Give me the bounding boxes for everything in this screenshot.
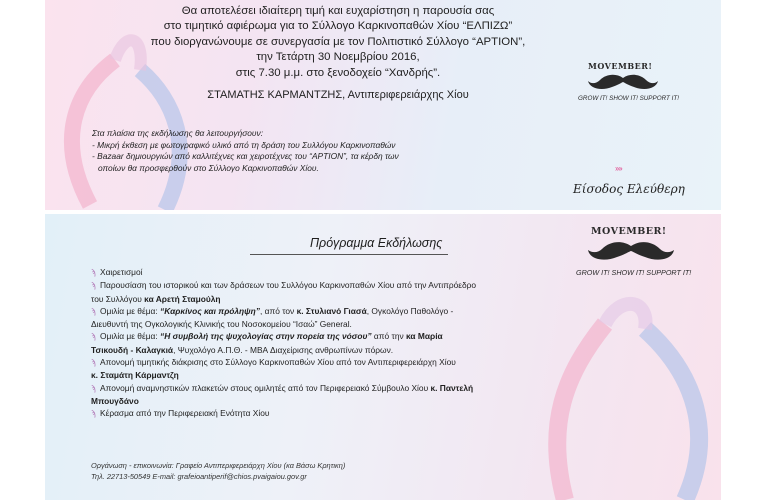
- activity-item: - Μικρή έκθεση με φωτογραφικό υλικό από τη δράση του Συλλόγου Καρκινοπαθών: [92, 139, 396, 150]
- program-item: ϡ Ομιλία με θέμα: “Καρκίνος και πρόληψη”, από τον κ. Στυλιανό Γιασά, Ογκολόγο Παθολόγο -: [91, 305, 476, 318]
- program-item: ϡ Απονομή αναμνηστικών πλακετών στους ομιλητές από τον Περιφερειακό Σύμβουλο Χίου κ. Παντελή: [91, 382, 476, 395]
- movember-badge-bottom: [576, 226, 706, 286]
- ribbon-bullet-icon: ϡ: [91, 383, 96, 393]
- ribbon-bullet-icon: ϡ: [91, 358, 96, 368]
- invite-signature: ΣΤΑΜΑΤΗΣ ΚΑΡΜΑΝΤΖΗΣ, Αντιπεριφερειάρχης Χίου: [207, 89, 469, 102]
- program-title-underline: [250, 254, 448, 255]
- invite-line-1: Θα αποτελέσει ιδιαίτερη τιμή και ευχαρίστηση η παρουσία σας: [181, 5, 495, 17]
- program-item-cont: του Συλλόγου κα Αρετή Σταμούλη: [91, 293, 221, 304]
- invitation-text: [0, 4, 676, 103]
- mustache-icon: [588, 239, 674, 263]
- activity-item: - Bazaar δημιουργιών από καλλιτέχνες και χειροτέχνες του “ΑΡΤΙΟΝ”, τα κέρδη των: [92, 151, 399, 162]
- program-title: Πρόγραμμα Εκδήλωσης: [310, 236, 443, 250]
- invite-line-2: στο τιμητικό αφιέρωμα για το Σύλλογο Καρκινοπαθών Χίου “ΕΛΠΙΖΩ”: [163, 20, 513, 33]
- activities-list: [92, 128, 399, 174]
- ribbon-bullet-icon: ϡ: [91, 332, 96, 342]
- movember-title: MOVEMBER!: [591, 226, 667, 237]
- activities-intro: Στα πλαίσια της εκδήλωσης θα λειτουργήσουν:: [92, 128, 264, 138]
- ribbon-bullet-icon: ϡ: [91, 281, 96, 291]
- free-entry-label: Είσοδος Ελεύθερη: [573, 182, 685, 196]
- invite-line-5: στις 7.30 μ.μ. στο ξενοδοχείο “Χανδρής”.: [235, 66, 441, 79]
- activity-item-cont: οποίων θα προσφερθούν στο Σύλλογο Καρκινοπαθών Χίου.: [98, 162, 319, 173]
- invite-line-3: που διοργανώνουμε σε συνεργασία με τον Πολιτιστικό Σύλλογο “ΑΡΤΙΟΝ”,: [150, 35, 526, 48]
- ribbon-bullet-icon: ϡ: [91, 268, 96, 277]
- arrows-icon: ››››: [615, 164, 622, 173]
- program-item: ϡ Χαιρετισμοί: [91, 266, 476, 279]
- movember-title: MOVEMBER!: [588, 61, 653, 71]
- contact-line: Οργάνωση - επικοινωνία: Γραφείο Αντιπεριφερειάρχη Χίου (κα Βάσω Κρητικη): [91, 461, 346, 470]
- program-item: ϡ Απονομή τιμητικής διάκρισης στο Σύλλογο Καρκινοπαθών Χίου από τον Αντιπεριφερειάρχη Χίου: [91, 356, 476, 369]
- program-list: [91, 266, 476, 421]
- movember-slogan: GROW IT! SHOW IT! SUPPORT IT!: [578, 95, 679, 102]
- movember-badge-top: [578, 60, 690, 110]
- ribbon-bullet-icon: ϡ: [91, 409, 96, 419]
- program-item: ϡ Ομιλία με θέμα: “Η συμβολή της ψυχολογίας στην πορεία της νόσου” από την κα Μαρία: [91, 330, 476, 343]
- program-item-cont: κ. Σταμάτη Κάρμαντζη: [91, 370, 179, 381]
- program-item-cont: Διευθυντή της Ογκολογικής Κλινικής του Νοσοκομείου “Ισαώ” General.: [91, 319, 352, 330]
- program-item-cont: Μπουγδάνο: [91, 395, 139, 406]
- program-item-cont: Τσικουδή - Καλαγκιά, Ψυχολόγο Α.Π.Θ. - MBA Διαχείρισης ανθρωπίνων πόρων.: [91, 344, 394, 355]
- contact-footer: [91, 461, 345, 482]
- movember-slogan: GROW IT! SHOW IT! SUPPORT IT!: [576, 268, 692, 277]
- ribbon-bullet-icon: ϡ: [91, 306, 96, 316]
- contact-line: Τηλ. 22713-50549 E-mail: grafeioantiperif@chios.pvaigaiou.gov.gr: [91, 471, 307, 481]
- invite-line-4: την Τετάρτη 30 Νοεμβρίου 2016,: [256, 51, 420, 64]
- mustache-icon: [588, 72, 658, 92]
- program-item: ϡ Κέρασμα από την Περιφερειακή Ενότητα Χίου: [91, 407, 476, 420]
- program-item: ϡ Παρουσίαση του ιστορικού και των δράσεων του Συλλόγου Καρκινοπαθών Χίου από την Αντιπρόεδρο: [91, 279, 476, 292]
